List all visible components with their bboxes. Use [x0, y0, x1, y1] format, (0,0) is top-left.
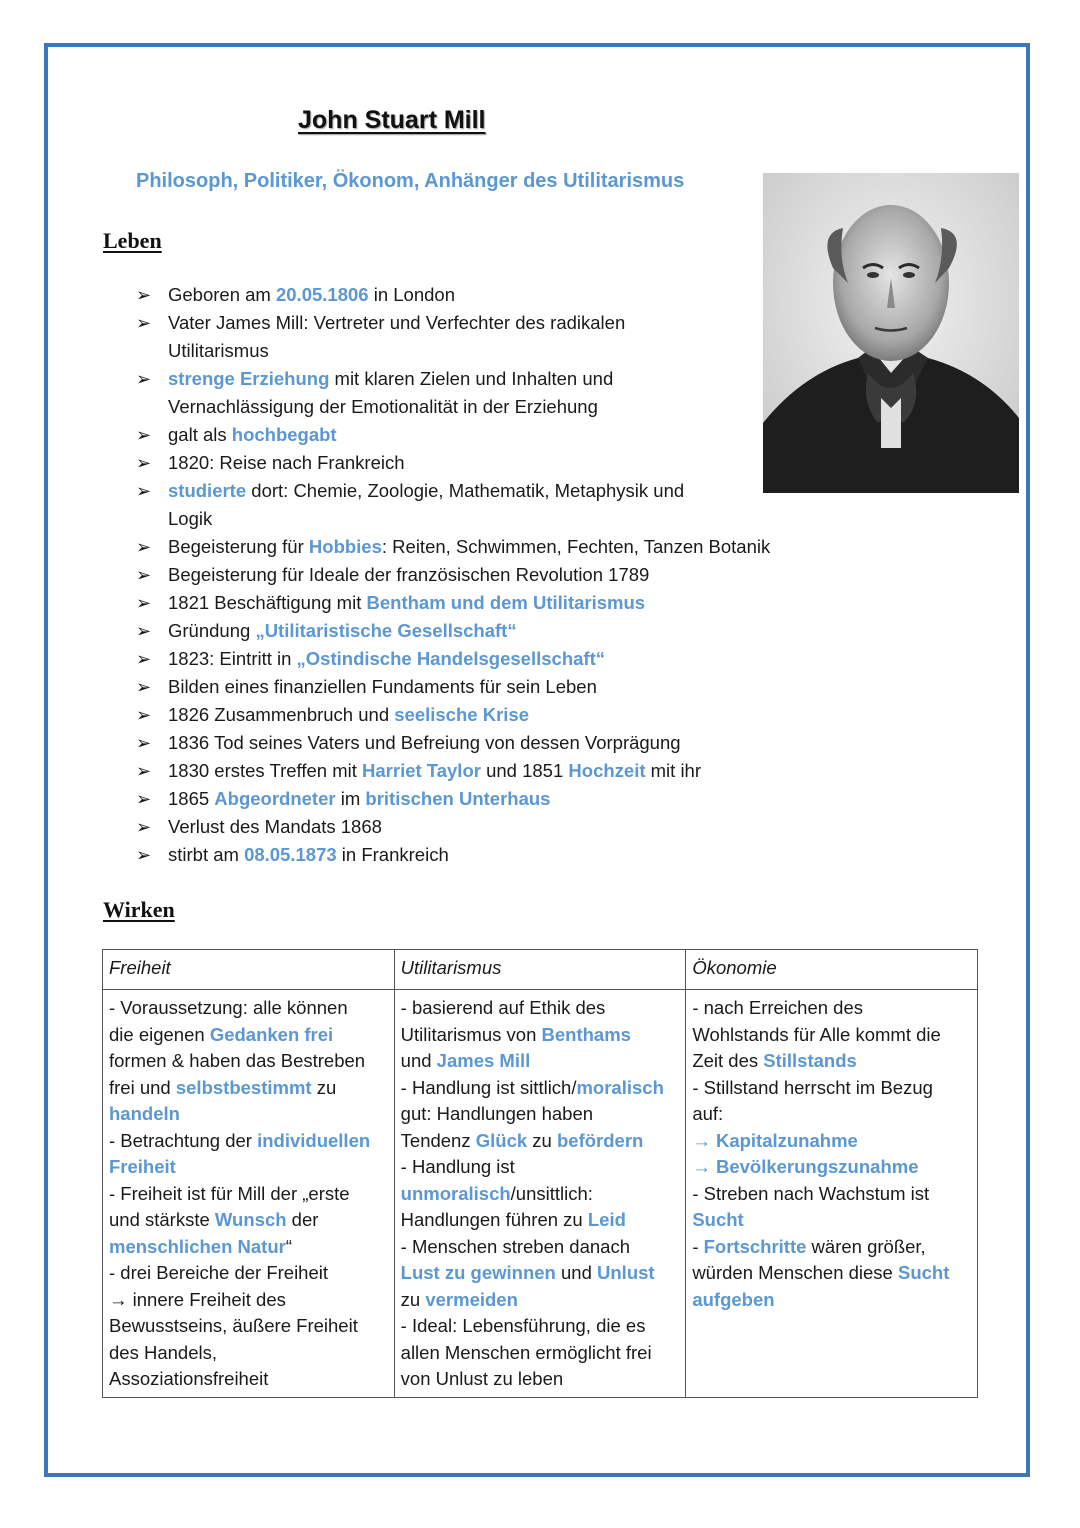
list-item [136, 701, 770, 729]
text-run: Logik [168, 508, 213, 529]
cell-line [109, 1181, 390, 1208]
cell-line [109, 995, 390, 1022]
highlighted-text: James Mill [436, 1050, 531, 1071]
cell-line [401, 1075, 682, 1102]
cell-line [692, 1260, 973, 1287]
text-run: in London [368, 284, 455, 305]
highlighted-text: Lust zu gewinnen [400, 1262, 556, 1283]
text-run: zu [311, 1076, 337, 1098]
arrow-bullet-icon: ➢ [136, 733, 152, 753]
text-run: - Handlung ist [400, 1156, 515, 1177]
list-item [136, 309, 770, 365]
arrow-bullet-icon: ➢ [136, 285, 152, 305]
cell-line [401, 1207, 682, 1234]
highlighted-text: Bentham und dem Utilitarismus [366, 592, 646, 613]
highlighted-text: Sucht [692, 1209, 744, 1230]
arrow-bullet-icon: ➢ [136, 677, 152, 697]
cell-line [401, 995, 682, 1022]
text-run: und stärkste [109, 1209, 215, 1230]
cell-line [401, 1154, 682, 1181]
cell-line [109, 1154, 390, 1181]
text-run: - nach Erreichen des [692, 997, 864, 1018]
text-run: - Streben nach Wachstum ist [692, 1182, 930, 1204]
cell-line [692, 1287, 973, 1314]
list-item [136, 617, 770, 645]
text-run: gut: Handlungen haben [400, 1103, 594, 1124]
highlighted-text: 20.05.1806 [275, 284, 369, 305]
highlighted-text: Harriet Taylor [362, 760, 481, 781]
text-run: im [335, 788, 366, 809]
text-run: Gründung [168, 620, 256, 641]
cell-line [401, 1234, 682, 1261]
text-run: 1826 Zusammenbruch und [168, 704, 395, 725]
highlighted-text: menschlichen Natur [109, 1235, 286, 1257]
list-item [136, 785, 770, 813]
text-run: und [555, 1262, 598, 1283]
cell-line [401, 1313, 682, 1340]
cell-line [109, 1260, 390, 1287]
text-run: 1820: Reise nach Frankreich [168, 452, 405, 473]
text-run: - Voraussetzung: alle können [109, 997, 348, 1018]
text-run: 1823: Eintritt in [168, 648, 297, 669]
highlighted-text: „Utilitaristische Gesellschaft“ [255, 620, 517, 641]
text-run: 1830 erstes Treffen mit [168, 760, 363, 781]
cell-line [109, 1234, 390, 1261]
text-run: /unsittlich: [510, 1182, 593, 1204]
cell-line [692, 1181, 973, 1208]
cell-line [109, 1075, 390, 1102]
cell-line [109, 1101, 390, 1128]
text-run: die eigenen [109, 1023, 210, 1045]
cell-line [109, 1207, 390, 1234]
text-run: - Stillstand herrscht im Bezug [692, 1076, 933, 1098]
text-run: - Betrachtung der [109, 1129, 258, 1151]
highlighted-text: Stillstands [763, 1050, 857, 1071]
text-run: stirbt am [168, 844, 245, 865]
column-header-freiheit: Freiheit [103, 950, 395, 990]
list-item [136, 589, 770, 617]
arrow-bullet-icon: ➢ [136, 565, 152, 585]
arrow-bullet-icon: ➢ [136, 817, 152, 837]
text-run: mit klaren Zielen und Inhalten und [329, 368, 614, 389]
highlighted-text: → Bevölkerungszunahme [692, 1156, 919, 1177]
arrow-bullet-icon: ➢ [136, 313, 152, 333]
text-run: wären größer, [806, 1235, 926, 1257]
arrow-bullet-icon: ➢ [136, 845, 152, 865]
text-run: auf: [692, 1103, 724, 1124]
column-header-utilitarismus: Utilitarismus [394, 950, 686, 990]
highlighted-text: handeln [109, 1103, 180, 1124]
list-item [136, 533, 770, 561]
highlighted-text: selbstbestimmt [175, 1076, 312, 1098]
text-run: Begeisterung für [168, 536, 309, 557]
cell-line [692, 1207, 973, 1234]
arrow-bullet-icon: ➢ [136, 369, 152, 389]
text-run: Assoziationsfreiheit [109, 1368, 269, 1389]
highlighted-text: Glück [475, 1129, 528, 1151]
text-run: Utilitarismus [168, 340, 269, 361]
cell-line [401, 1022, 682, 1049]
text-run: zu [527, 1129, 557, 1151]
list-item [136, 561, 770, 589]
highlighted-text: Gedanken frei [209, 1023, 334, 1045]
text-run: 1821 Beschäftigung mit [168, 592, 367, 613]
text-run: → innere Freiheit des [109, 1288, 286, 1310]
list-item [136, 757, 770, 785]
list-item [136, 477, 770, 533]
cell-line [109, 1366, 390, 1393]
arrow-bullet-icon: ➢ [136, 425, 152, 445]
text-run: Bewusstseins, äußere Freiheit [109, 1315, 358, 1336]
list-item [136, 365, 770, 421]
list-item [136, 449, 770, 477]
list-item [136, 841, 770, 869]
list-item [136, 813, 770, 841]
text-run: 1836 Tod seines Vaters und Befreiung von dessen Vorprägung [168, 732, 681, 753]
arrow-bullet-icon: ➢ [136, 761, 152, 781]
text-run: Begeisterung für Ideale der französischen Revolution 1789 [168, 564, 650, 585]
cell-line [109, 1048, 390, 1075]
text-run: und 1851 [480, 760, 569, 781]
text-run: und [400, 1050, 437, 1071]
cell-line [692, 1234, 973, 1261]
text-run: - Handlung ist sittlich/ [400, 1076, 577, 1098]
highlighted-text: strenge Erziehung [168, 368, 330, 389]
highlighted-text: aufgeben [692, 1288, 775, 1310]
highlighted-text: hochbegabt [231, 424, 337, 445]
text-run: galt als [168, 424, 232, 445]
page-title: John Stuart Mill [298, 106, 486, 134]
arrow-bullet-icon: ➢ [136, 453, 152, 473]
text-run: würden Menschen diese [692, 1262, 898, 1283]
cell-line [401, 1260, 682, 1287]
list-item [136, 421, 770, 449]
text-run: von Unlust zu leben [400, 1368, 564, 1389]
text-run: Geboren am [168, 284, 276, 305]
text-run: dort: Chemie, Zoologie, Mathematik, Metaphysik und [246, 480, 685, 501]
text-run: mit ihr [645, 760, 701, 781]
text-run: - Menschen streben danach [400, 1235, 630, 1257]
highlighted-text: Unlust [597, 1262, 655, 1283]
highlighted-text: vermeiden [425, 1288, 518, 1310]
cell-line [692, 1075, 973, 1102]
text-run: Bilden eines finanziellen Fundaments für sein Leben [168, 676, 597, 697]
highlighted-text: Leid [587, 1209, 626, 1230]
text-run: der [286, 1209, 319, 1230]
highlighted-text: seelische Krise [394, 704, 529, 725]
highlighted-text: „Ostindische Handelsgesellschaft“ [296, 648, 605, 669]
table-header-row [103, 950, 978, 990]
text-run: zu [400, 1288, 426, 1310]
highlighted-text: Benthams [541, 1023, 631, 1045]
cell-line [692, 1048, 973, 1075]
text-run: Zeit des [692, 1050, 764, 1071]
cell-line [401, 1181, 682, 1208]
cell-line [401, 1048, 682, 1075]
portrait-photo [763, 173, 1019, 493]
highlighted-text: 08.05.1873 [244, 844, 337, 865]
list-item [136, 281, 770, 309]
highlighted-text: Wunsch [214, 1209, 287, 1230]
arrow-bullet-icon: ➢ [136, 481, 152, 501]
text-run: formen & haben das Bestreben [109, 1050, 366, 1071]
cell-line [692, 1022, 973, 1049]
cell-line [109, 1313, 390, 1340]
cell-line [401, 1287, 682, 1314]
highlighted-text: Sucht [898, 1262, 950, 1283]
cell-line [692, 995, 973, 1022]
cell-line [401, 1101, 682, 1128]
highlighted-text: Abgeordneter [214, 788, 336, 809]
cell-line [109, 1022, 390, 1049]
arrow-bullet-icon: ➢ [136, 537, 152, 557]
wirken-table [102, 949, 978, 1398]
text-run: Vernachlässigung der Emotionalität in der Erziehung [168, 396, 598, 417]
highlighted-text: → Kapitalzunahme [692, 1129, 858, 1151]
text-run: - drei Bereiche der Freiheit [109, 1262, 329, 1283]
highlighted-text: Freiheit [109, 1156, 176, 1177]
cell-line [109, 1128, 390, 1155]
text-run: - Ideal: Lebensführung, die es [400, 1315, 646, 1336]
text-run: des Handels, [109, 1341, 217, 1363]
cell-line [401, 1366, 682, 1393]
text-run: Tendenz [400, 1129, 476, 1151]
text-run: Verlust des Mandats 1868 [168, 816, 382, 837]
column-header-oekonomie: Ökonomie [686, 950, 978, 990]
table-row [103, 990, 978, 1398]
cell-line [692, 1128, 973, 1155]
highlighted-text: moralisch [576, 1076, 664, 1098]
text-run: - basierend auf Ethik des [400, 997, 606, 1018]
cell-line [692, 1154, 973, 1181]
arrow-bullet-icon: ➢ [136, 705, 152, 725]
highlighted-text: studierte [168, 480, 247, 501]
arrow-bullet-icon: ➢ [136, 621, 152, 641]
cell-freiheit [103, 990, 395, 1398]
text-run: Vater James Mill: Vertreter und Verfechter des radikalen [168, 312, 626, 333]
highlighted-text: Fortschritte [703, 1235, 807, 1257]
cell-oekonomie [686, 990, 978, 1398]
section-heading-wirken: Wirken [103, 897, 175, 922]
cell-utilitarismus [394, 990, 686, 1398]
section-heading-leben: Leben [103, 228, 162, 253]
highlighted-text: britischen Unterhaus [365, 788, 551, 809]
text-run: “ [285, 1235, 292, 1257]
arrow-bullet-icon: ➢ [136, 649, 152, 669]
cell-line [401, 1128, 682, 1155]
highlighted-text: individuellen [257, 1129, 371, 1151]
text-run: 1865 [168, 788, 215, 809]
text-run: - [692, 1235, 704, 1257]
cell-line [692, 1101, 973, 1128]
text-run: in Frankreich [336, 844, 449, 865]
subtitle: Philosoph, Politiker, Ökonom, Anhänger des Utilitarismus [136, 170, 685, 192]
leben-list [136, 281, 770, 869]
arrow-bullet-icon: ➢ [136, 593, 152, 613]
text-run: Wohlstands für Alle kommt die [692, 1023, 941, 1045]
arrow-bullet-icon: ➢ [136, 789, 152, 809]
list-item [136, 729, 770, 757]
cell-line [401, 1340, 682, 1367]
list-item [136, 673, 770, 701]
text-run: Handlungen führen zu [400, 1209, 588, 1230]
list-item [136, 645, 770, 673]
cell-line [109, 1287, 390, 1314]
text-run: - Freiheit ist für Mill der „erste [109, 1182, 350, 1204]
highlighted-text: Hochzeit [568, 760, 646, 781]
text-run: : Reiten, Schwimmen, Fechten, Tanzen Botanik [381, 536, 771, 557]
text-run: allen Menschen ermöglicht frei [400, 1341, 652, 1363]
text-run: Utilitarismus von [400, 1023, 542, 1045]
cell-line [109, 1340, 390, 1367]
highlighted-text: Hobbies [308, 536, 382, 557]
highlighted-text: unmoralisch [400, 1182, 511, 1204]
highlighted-text: befördern [557, 1129, 644, 1151]
text-run: frei und [109, 1076, 176, 1098]
